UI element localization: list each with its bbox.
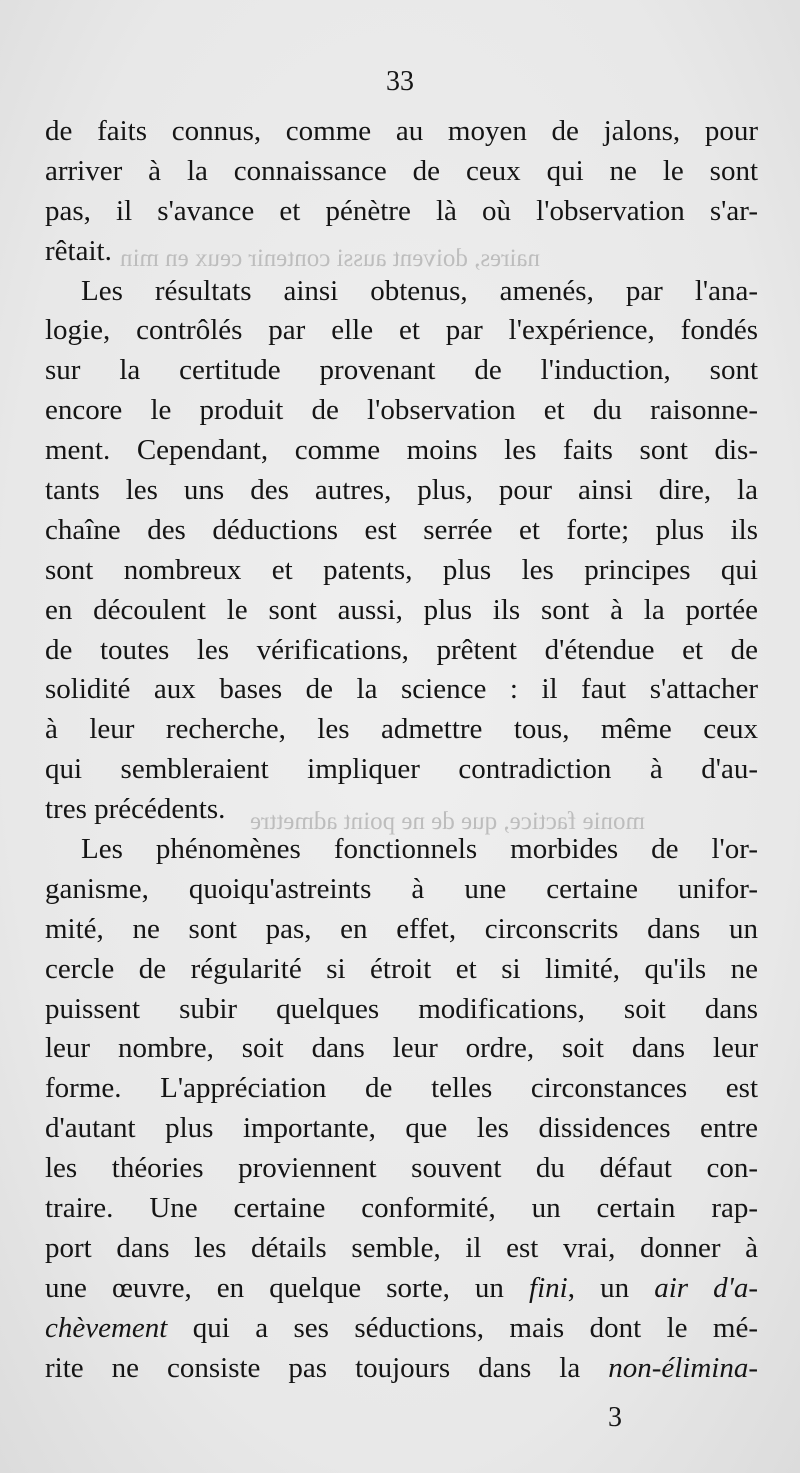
bleed-through-middle: monie factice, que de ne point admettre <box>250 808 645 835</box>
text-line <box>45 1269 758 1309</box>
text-line: chaîne des déductions est serrée et forte; plus ils <box>45 513 758 546</box>
text-line: en découlent le sont aussi, plus ils sont à la portée <box>45 593 758 626</box>
text-line: de toutes les vérifications, prêtent d'étendue et de <box>45 633 758 666</box>
paragraph-start-line: Les phénomènes fonctionnels morbides de l'or- <box>81 833 758 866</box>
text-run: qui a ses séductions, mais dont le mé- <box>167 1311 758 1344</box>
text-run: rite ne consiste pas toujours dans la <box>45 1351 609 1384</box>
text-line: ment. Cependant, comme moins les faits sont dis- <box>45 434 758 467</box>
text-line: forme. L'appréciation de telles circonstances est <box>45 1072 758 1105</box>
italic-text: fini <box>529 1271 568 1304</box>
italic-text: non-élimina- <box>608 1351 758 1384</box>
italic-text: chèvement <box>45 1311 168 1344</box>
text-line: logie, contrôlés par elle et par l'expérience, fondés <box>45 314 758 347</box>
text-line: tres précédents. <box>45 793 226 826</box>
text-line <box>45 1309 758 1349</box>
text-line: sont nombreux et patents, plus les principes qui <box>45 553 758 586</box>
text-line: mité, ne sont pas, en effet, circonscrits dans un <box>45 912 758 945</box>
text-line: ganisme, quoiqu'astreints à une certaine unifor- <box>45 872 758 905</box>
text-line: cercle de régularité si étroit et si limité, qu'ils ne <box>45 952 758 985</box>
italic-text: air d'a- <box>654 1271 758 1304</box>
text-line: puissent subir quelques modifications, soit dans <box>45 992 758 1025</box>
text-line: d'autant plus importante, que les dissidences entre <box>45 1112 758 1145</box>
text-line: de faits connus, comme au moyen de jalons, pour <box>45 115 758 147</box>
text-line: les théories proviennent souvent du défaut con- <box>45 1152 758 1185</box>
text-line: tants les uns des autres, plus, pour ainsi dire, la <box>45 474 758 507</box>
body-text <box>45 112 758 1389</box>
text-line: traire. Une certaine conformité, un certain rap- <box>45 1192 758 1225</box>
page-number: 33 <box>386 66 414 97</box>
text-line: qui sembleraient impliquer contradiction à d'au- <box>45 753 758 786</box>
bleed-through-top: naires, doivent aussi contenir ceux en min <box>120 245 541 272</box>
text-line: à leur recherche, les admettre tous, même ceux <box>45 713 758 746</box>
text-line <box>45 1349 758 1389</box>
text-run: , un <box>567 1271 655 1304</box>
text-line: rêtait. <box>45 234 112 267</box>
text-run: une œuvre, en quelque sorte, un <box>45 1271 530 1304</box>
signature-mark: 3 <box>608 1402 622 1433</box>
text-line: encore le produit de l'observation et du raisonne- <box>45 394 758 427</box>
text-line: arriver à la connaissance de ceux qui ne le sont <box>45 154 758 187</box>
text-line: pas, il s'avance et pénètre là où l'observation s'ar- <box>45 194 758 227</box>
text-line: leur nombre, soit dans leur ordre, soit dans leur <box>45 1032 758 1065</box>
paragraph-start-line: Les résultats ainsi obtenus, amenés, par l'ana- <box>81 274 758 307</box>
text-line: port dans les détails semble, il est vrai, donner à <box>45 1231 758 1264</box>
text-line: sur la certitude provenant de l'induction, sont <box>45 354 758 387</box>
text-line: solidité aux bases de la science : il faut s'attacher <box>45 673 758 706</box>
